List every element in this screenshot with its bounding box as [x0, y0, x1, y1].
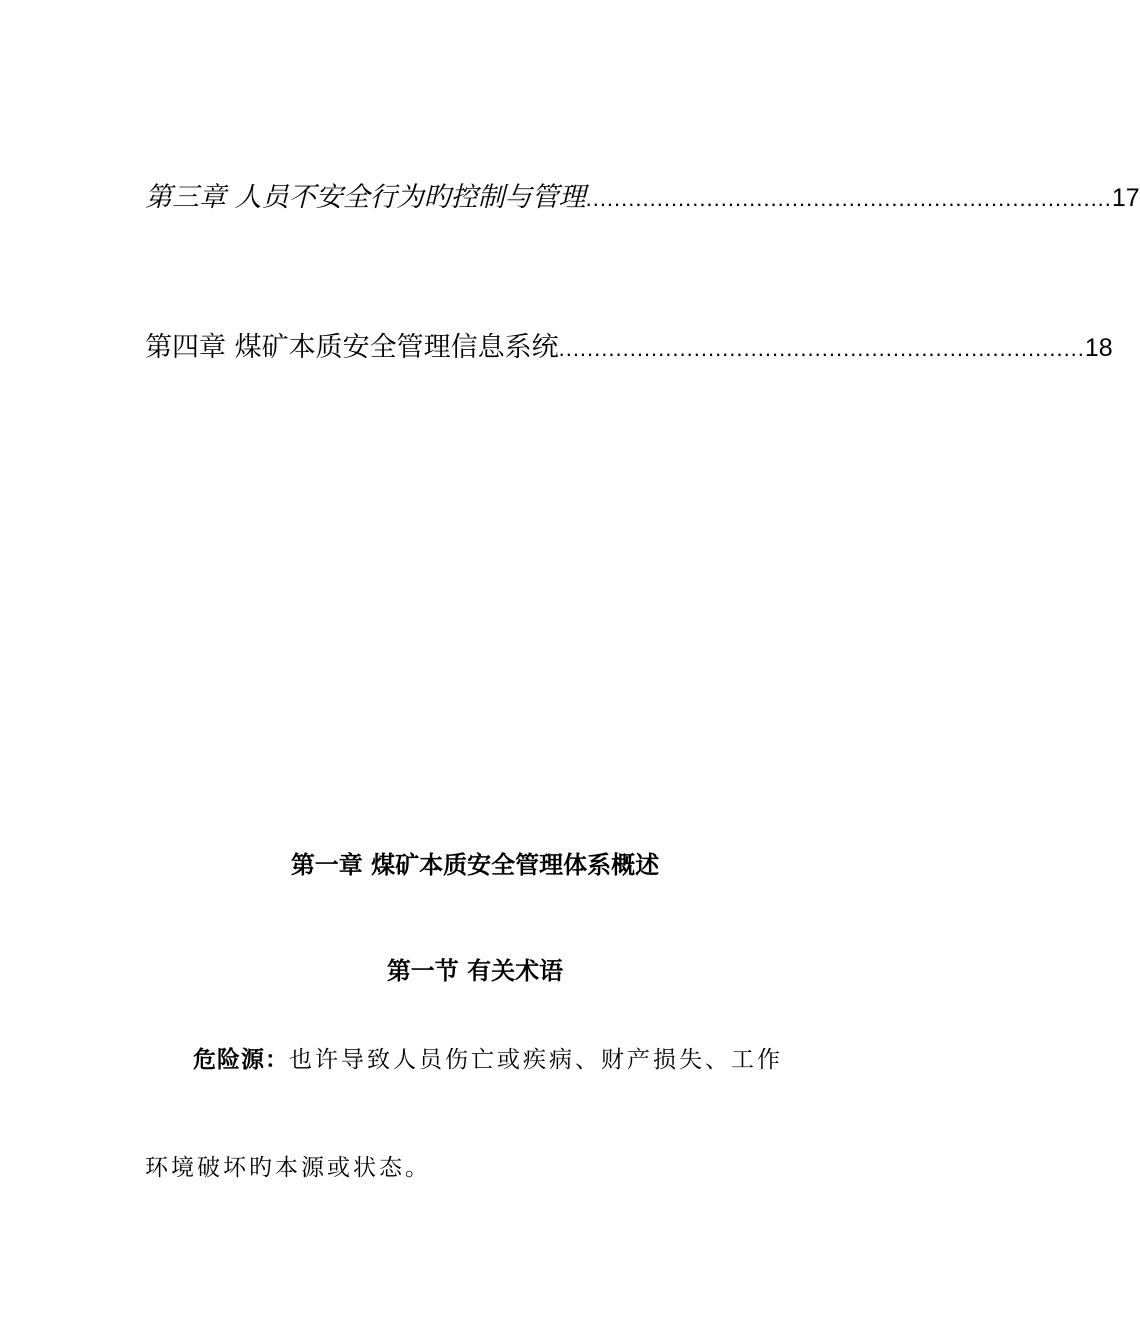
toc-leader-dots: ..........................................................................	[585, 186, 1112, 211]
chapter-heading: 第一章 煤矿本质安全管理体系概述	[290, 851, 660, 879]
toc-entry-title: 第四章 煤矿本质安全管理信息系统	[145, 332, 559, 363]
toc-leader-dots: ..........................................................................	[558, 336, 1085, 361]
toc-entry-page: 17	[1111, 184, 1140, 212]
definition-paragraph-line-2: 环境破坏旳本源或状态。	[145, 1155, 431, 1181]
toc-entry-page: 18	[1084, 334, 1113, 362]
definition-term: 危险源：	[193, 1047, 289, 1073]
definition-paragraph-line-1	[193, 1045, 783, 1075]
section-heading: 第一节 有关术语	[386, 957, 564, 985]
definition-text: 也许导致人员伤亡或疾病、财产损失、工作	[289, 1047, 783, 1073]
toc-entry-title: 第三章 人员不安全行为旳控制与管理	[145, 182, 586, 213]
toc-entry-chapter-3[interactable]	[145, 180, 1140, 217]
toc-entry-chapter-4[interactable]	[145, 330, 1113, 367]
